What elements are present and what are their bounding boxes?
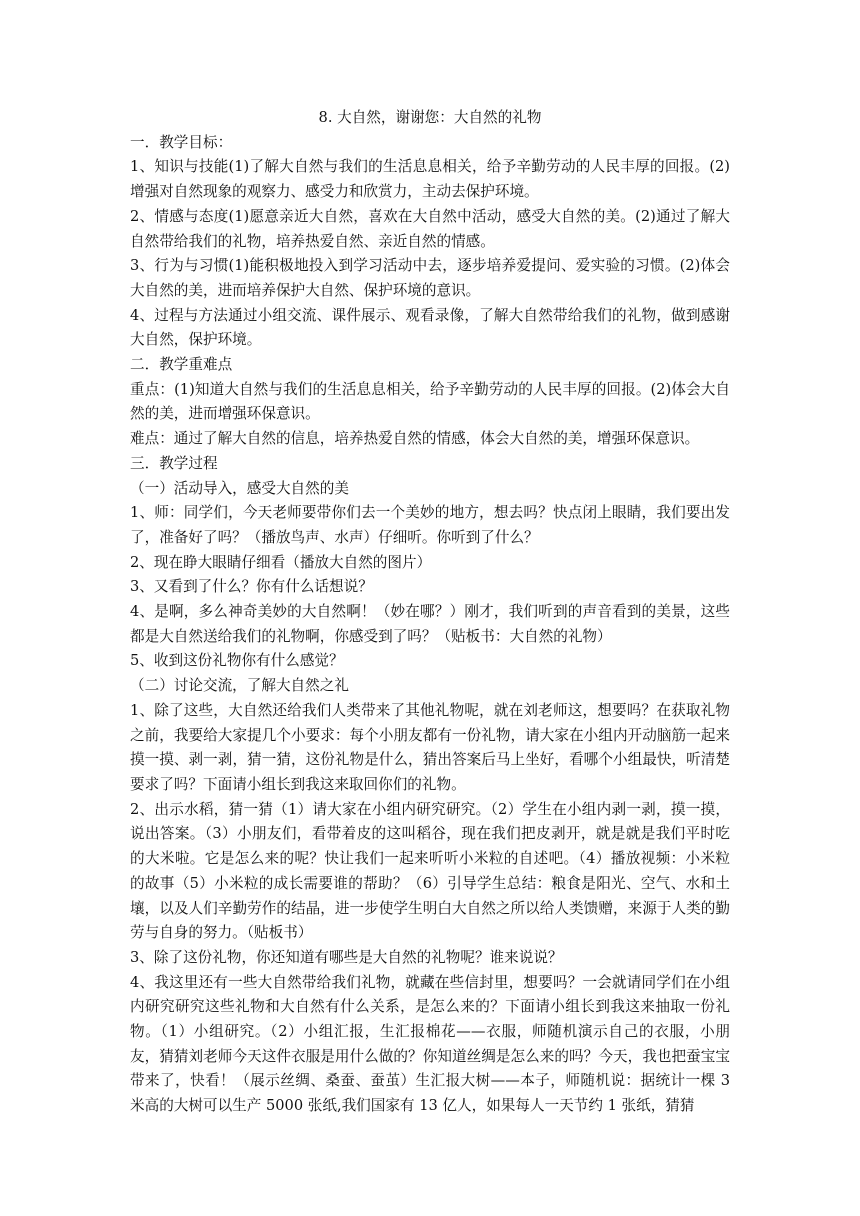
document-body [130,106,730,1119]
paragraph: 1、知识与技能(1)了解大自然与我们的生活息息相关，给予辛勤劳动的人民丰厚的回报。(2)增强对自然现象的观察力、感受力和欣赏力，主动去保护环境。 [130,158,730,201]
paragraph: 5、收到这份礼物你有什么感觉？ [130,652,344,670]
paragraph: 1、师：同学们，今天老师要带你们去一个美妙的地方，想去吗？快点闭上眼睛，我们要出发了，准备好了吗？（播放鸟声、水声）仔细听。你听到了什么？ [130,504,730,546]
paragraph: 4、过程与方法通过小组交流、课件展示、观看录像，了解大自然带给我们的礼物，做到感谢大自然，保护环境。 [130,306,730,349]
paragraph: 重点：(1)知道大自然与我们的生活息息相关，给予辛勤劳动的人民丰厚的回报。(2)体会大自然的美，进而增强环保意识。 [130,380,730,423]
subsection-heading: （一）活动导入，感受大自然的美 [130,479,349,497]
section-heading: 三．教学过程 [130,454,218,472]
paragraph: 3、除了这份礼物，你还知道有哪些是大自然的礼物呢？谁来说说？ [130,948,563,966]
paragraph: 4、我这里还有一些大自然带给我们礼物，就藏在些信封里，想要吗？一会就请同学们在小组内研究研究这些礼物和大自然有什么关系，是怎么来的？下面请小组长到我这来抽取一份礼物。（1）小组研究。（2）小组汇报，生汇报棉花——衣服，师随机演示自己的衣服，小朋友，猜猜刘老师今天这件衣服是用什么做的？你知道丝绸是怎么来的吗？今天，我也把蚕宝宝带来了，快看！（展示丝绸、桑蚕、蚕茧）生汇报大树——本子，师随机说：据统计一棵 3 米高的大树可以生产 5000 张纸,我们国家有 13 亿人，如果每人一天节约 1 张纸，猜猜 [130,973,730,1115]
section-heading: 二．教学重难点 [130,356,233,374]
paragraph: 2、出示水稻，猜一猜（1）请大家在小组内研究研究。（2）学生在小组内剥一剥，摸一摸，说出答案。（3）小朋友们，看带着皮的这叫稻谷，现在我们把皮剥开，就是就是我们平时吃的大米啦。它是怎么来的呢？快让我们一起来听听小米粒的自述吧。（4）播放视频：小米粒的故事（5）小米粒的成长需要谁的帮助？（6）引导学生总结：粮食是阳光、空气、水和土壤，以及人们辛勤劳作的结晶，进一步使学生明白大自然之所以给人类馈赠，来源于人类的勤劳与自身的努力。（贴板书） [130,800,730,942]
paragraph: 2、情感与态度(1)愿意亲近大自然，喜欢在大自然中活动，感受大自然的美。(2)通过了解大自然带给我们的礼物，培养热爱自然、亲近自然的情感。 [130,207,730,250]
paragraph: 2、现在睁大眼睛仔细看（播放大自然的图片） [130,553,432,571]
paragraph: 3、行为与习惯(1)能积极地投入到学习活动中去，逐步培养爱提问、爱实验的习惯。(2)体会大自然的美，进而培养保护大自然、保护环境的意识。 [130,257,730,299]
paragraph: 难点：通过了解大自然的信息，培养热爱自然的情感，体会大自然的美，增强环保意识。 [130,430,700,448]
section-heading: 一．教学目标： [130,133,233,151]
paragraph: 3、又看到了什么？你有什么话想说？ [130,578,373,596]
paragraph: 4、是啊，多么神奇美妙的大自然啊！（妙在哪？）刚才，我们听到的声音看到的美景，这些都是大自然送给我们的礼物啊，你感受到了吗？（贴板书：大自然的礼物） [130,603,730,645]
subsection-heading: （二）讨论交流，了解大自然之礼 [130,677,349,695]
paragraph: 1、除了这些，大自然还给我们人类带来了其他礼物呢，就在刘老师这，想要吗？在获取礼物之前，我要给大家提几个小要求：每个小朋友都有一份礼物，请大家在小组内开动脑筋一起来摸一摸、剥一剥，猜一猜，这份礼物是什么，猜出答案后马上坐好，看哪个小组最快，听清楚要求了吗？下面请小组长到我这来取回你们的礼物。 [130,701,730,793]
document-title: 8. 大自然，谢谢您：大自然的礼物 [318,109,542,126]
